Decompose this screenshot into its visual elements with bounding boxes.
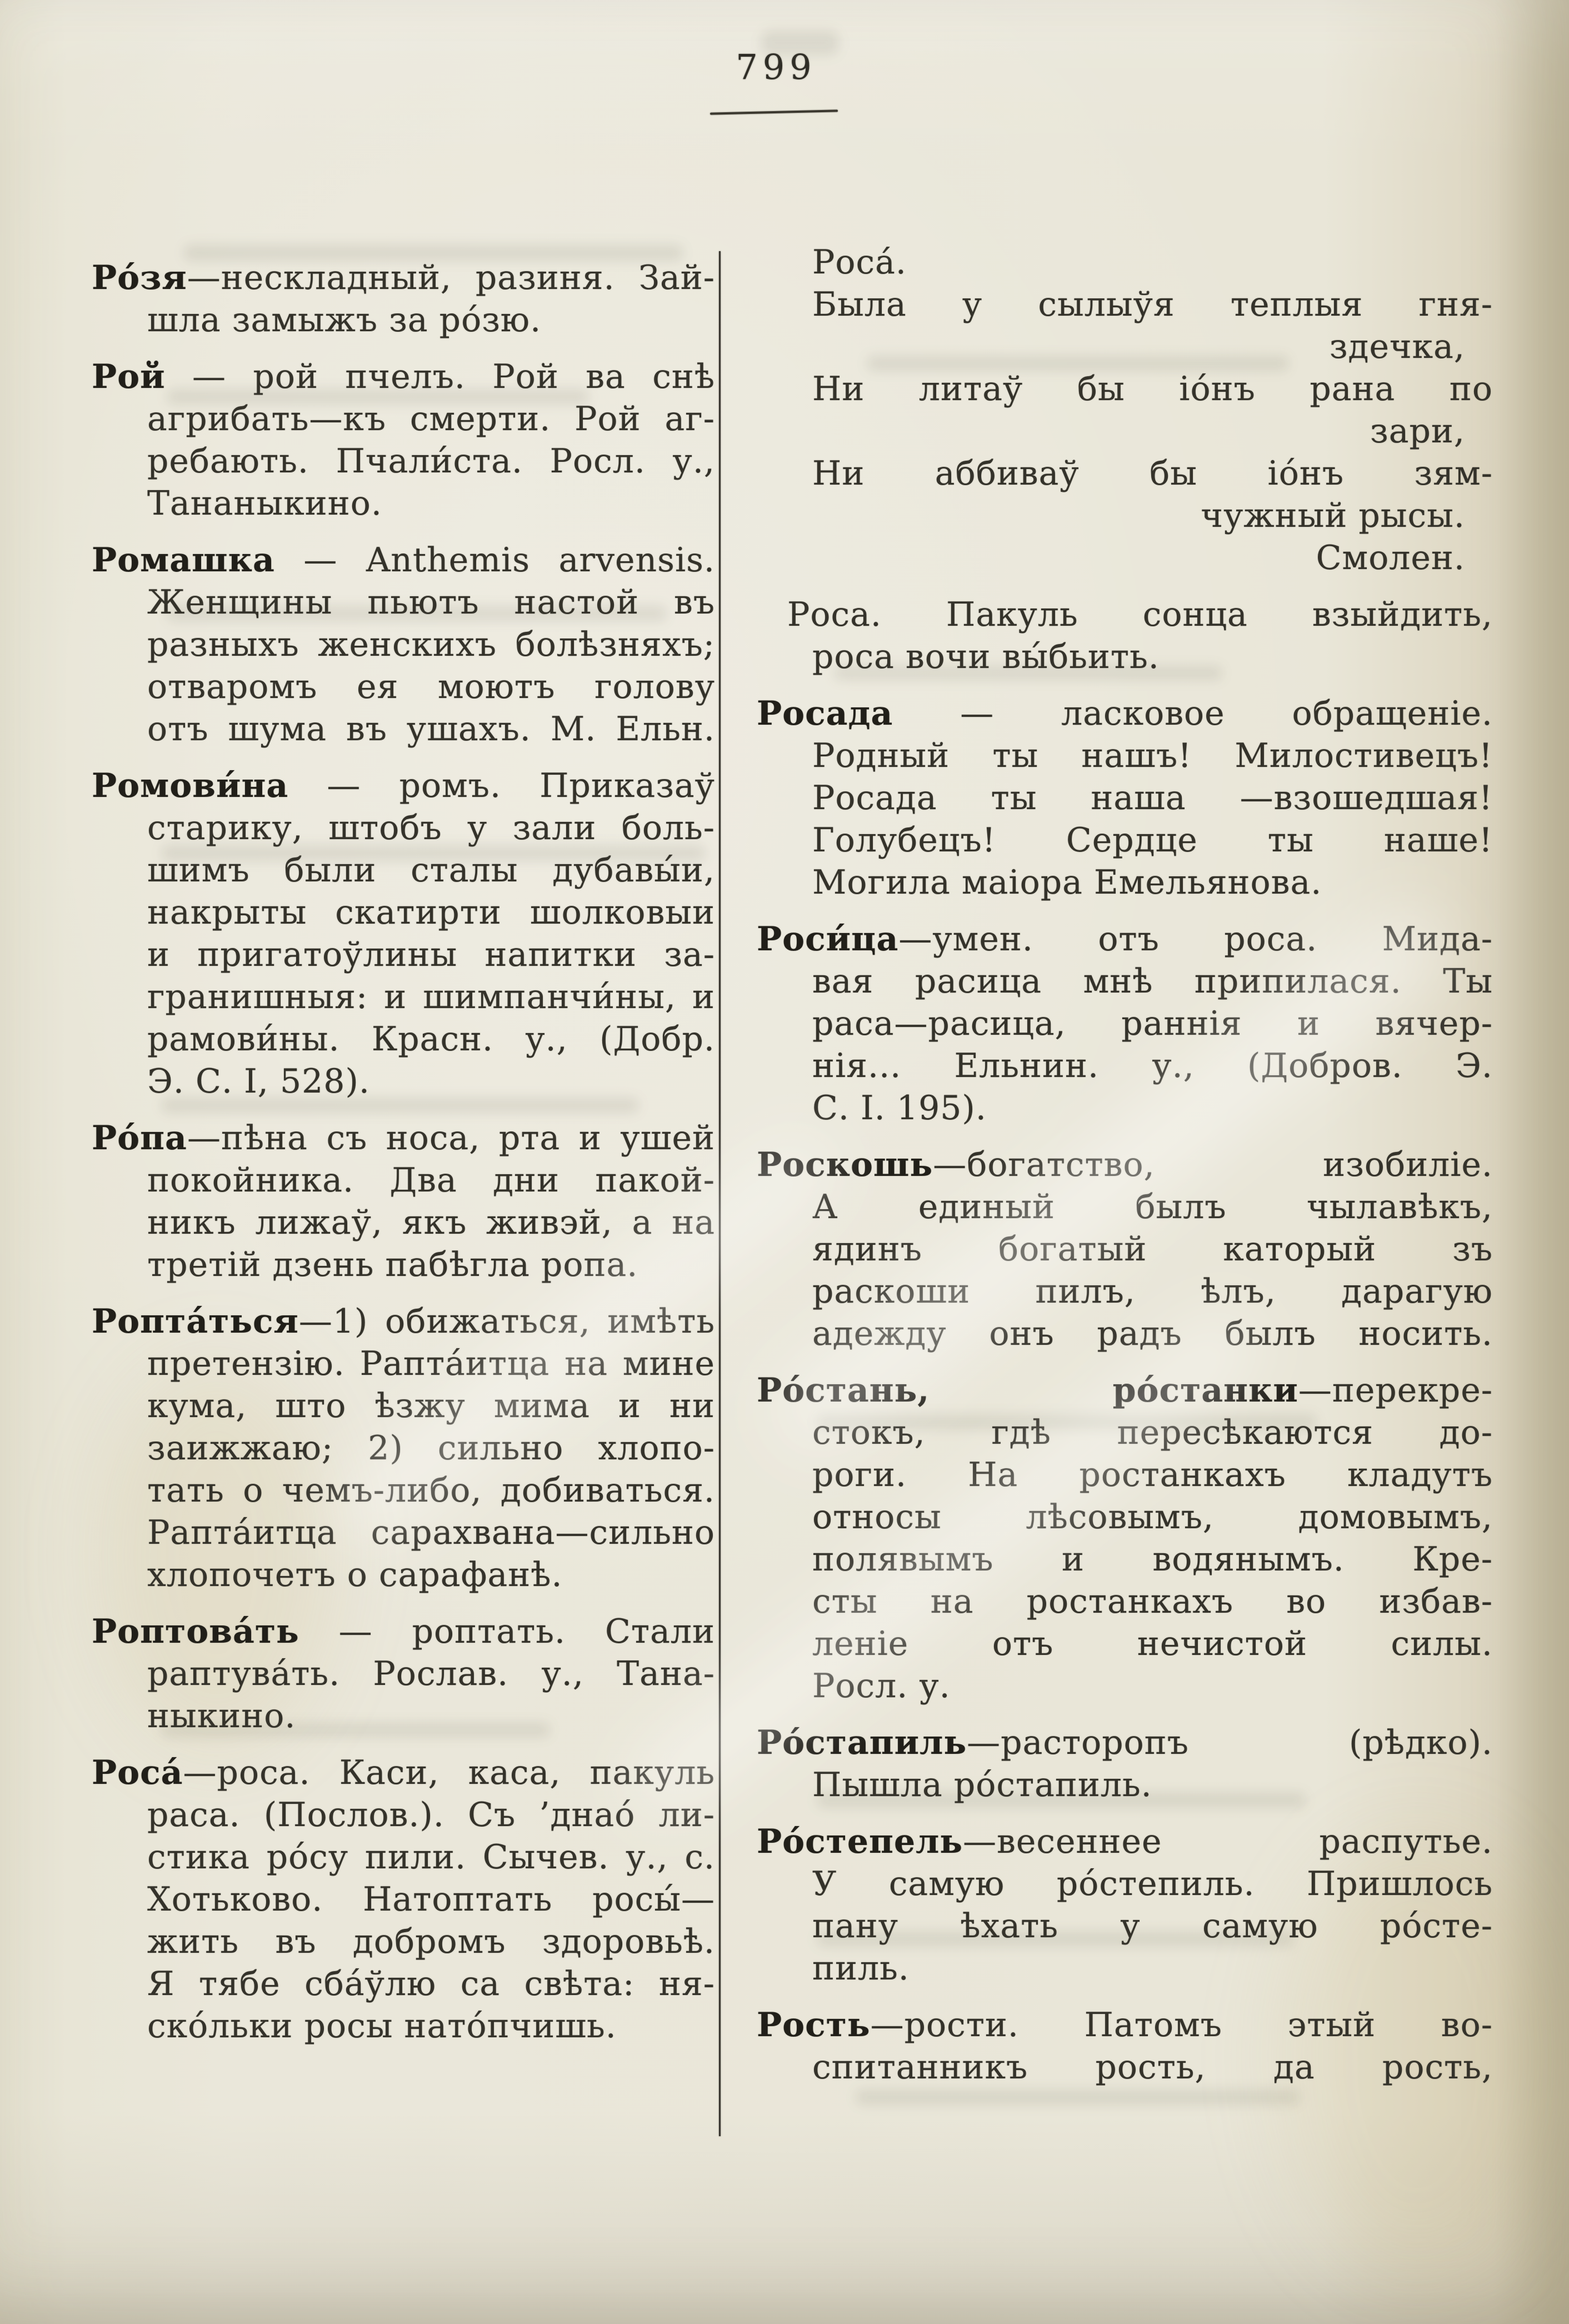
entry-line: Роскошь—богатство, изобиліе. [757,1145,1493,1184]
headword: Рость [757,2006,871,2044]
entry-line: Родный ты нашъ! Милостивецъ! [812,736,1493,775]
entry-line: отъ шума въ ушахъ. М. Ельн. [147,710,715,749]
entry-line: здечка, [1329,327,1465,366]
entry-line: относы лѣсовымъ, домовымъ, [812,1498,1493,1537]
entry-line: раптува́ть. Рослав. у., Тана- [147,1654,715,1693]
entry-line: сты на ростанкахъ во избав- [812,1582,1493,1621]
entry-line: Ни литаў бы іо́нъ рана по [812,370,1493,408]
headword: Ро́зя [92,258,187,297]
entry-line: Тананыкино. [147,484,382,523]
entry-line: Голубецъ! Сердце ты наше! [812,821,1493,860]
headword: Ромашка [92,541,275,580]
entry-line: Рой — рой пчелъ. Рой ва снѣ [92,357,715,396]
entry-line: Ро́стань, ро́станки—перекре- [757,1371,1493,1410]
entry-line: ско́льки росы нато́пчишь. [147,2007,617,2046]
dictionary-entry [757,241,1493,579]
dictionary-entry [757,2004,1493,2088]
entry-line: чужный рысы. [1201,496,1465,535]
entry-line: Роса́. [812,243,907,282]
entry-line: покойника. Два дни пакой- [147,1161,715,1200]
entry-line: Роптова́ть — роптать. Стали [92,1612,715,1651]
entry-line: Я тябе сба́ўлю са свѣта: ня- [147,1964,715,2003]
page-number: 799 [736,47,817,87]
entry-line: ребають. Пчали́ста. Росл. у., [147,442,715,481]
dictionary-entry [757,1144,1493,1355]
entry-line: Ропта́ться—1) обижаться, имѣть [92,1302,715,1341]
entry-line: роса вочи вы́бьить. [812,637,1160,676]
entry-line: агрибать—къ смерти. Рой аг- [147,400,715,438]
dictionary-entry [92,356,715,525]
headword: Ро́стань, ро́станки [757,1371,1298,1410]
entry-line: Роса́—роса. Каси, каса, пакуль [92,1753,715,1792]
entry-line: ныкино. [147,1697,296,1735]
entry-line: стокъ, гдѣ пересѣкаются до- [812,1413,1493,1452]
entry-line: вая расица мнѣ припилася. Ты [812,962,1493,1001]
dictionary-entry [757,692,1493,904]
headword: Роса́ [92,1753,183,1792]
entry-line: раса. (Послов.). Съ ’днао́ ли- [147,1796,715,1834]
entry-line: Ро́стапиль—расторопъ (рѣдко). [757,1723,1493,1762]
dictionary-entry [92,539,715,750]
entry-line: Пышла ро́стапиль. [812,1766,1152,1804]
page-number-rule [710,109,838,114]
dictionary-entry [92,1117,715,1286]
entry-line: Женщины пьютъ настой въ [147,583,715,622]
entry-line: А единый былъ чылавѣкъ, [812,1188,1493,1226]
entry-line: полявымъ и водянымъ. Кре- [812,1540,1493,1579]
entry-line: Рапта́итца сарахвана—сильно [147,1513,715,1552]
entry-line: Была у сылыўя теплыя гня- [812,285,1493,324]
entry-line: Ро́зя—нескладный, разиня. Зай- [92,258,715,297]
entry-line: Росада ты наша —взошедшая! [812,779,1493,817]
entry-line: Роса. Пакуль сонца взыйдить, [787,595,1493,634]
entry-line: Ро́степель—весеннее распутье. [757,1822,1493,1861]
entry-line: Росада — ласковое обращеніе. [757,694,1493,733]
entry-line: хлопочетъ о сарафанѣ. [147,1555,563,1594]
entry-line: Хотьково. Натоптать росы́— [147,1880,715,1919]
entry-line: тать о чемъ-либо, добиваться. [147,1471,715,1510]
entry-line: Смолен. [1316,538,1465,577]
entry-line: Рость—рости. Патомъ этый во- [757,2006,1493,2044]
entry-line: кума, што ѣзжу мима и ни [147,1387,715,1425]
dictionary-entry [757,1722,1493,1806]
headword: Ропта́ться [92,1302,299,1341]
entry-line: Ромови́на — ромъ. Приказаў [92,766,715,805]
entry-line: старику, штобъ у зали боль- [147,809,715,847]
entry-line: шла замыжъ за ро́зю. [147,301,542,340]
entry-line: У самую ро́степиль. Пришлось [812,1864,1493,1903]
dictionary-entry [757,594,1493,678]
entry-line: нія... Ельнин. у., (Добров. Э. [812,1046,1493,1085]
dictionary-entry [757,1369,1493,1707]
entry-line: гранишныя: и шимпанчи́ны, и [147,978,715,1016]
dictionary-entry [757,1821,1493,1989]
entry-line: раскоши пилъ, ѣлъ, дарагую [812,1272,1493,1311]
entry-line: отваромъ ея моютъ голову [147,667,715,706]
dictionary-entry [92,257,715,341]
entry-line: С. I. 195). [812,1089,987,1128]
headword: Роскошь [757,1145,933,1184]
dictionary-entry [92,1610,715,1737]
headword: Рой [92,357,166,396]
dictionary-entry [92,765,715,1103]
headword: Ромови́на [92,766,289,805]
entry-line: никъ лижаў, якъ живэй, а на [147,1203,715,1242]
entry-line: Ни аббиваў бы іо́нъ зям- [812,454,1493,493]
entry-line: Росл. у. [812,1667,951,1705]
entry-line: Могила маіора Емельянова. [812,863,1322,902]
entry-line: третій дзень пабѣгла ропа. [147,1245,638,1284]
entry-line: Роси́ца—умен. отъ роса. Мида- [757,920,1493,959]
entry-line: стика ро́су пили. Сычев. у., с. [147,1838,715,1877]
dictionary-entry [92,1752,715,2047]
headword: Ро́па [92,1119,187,1158]
entry-line: Ромашка — Anthemis arvensis. [92,541,715,580]
headword: Роптова́ть [92,1612,299,1651]
entry-line: зари, [1370,412,1465,451]
entry-line: роги. На ростанкахъ кладутъ [812,1455,1493,1494]
headword: Ро́степель [757,1822,963,1861]
entry-line: шимъ были сталы дубавы́и, [147,851,715,890]
right-column [757,241,1493,2103]
dictionary-entry [92,1300,715,1596]
left-column [92,257,715,2062]
entry-line: рамови́ны. Красн. у., (Добр. [147,1020,715,1059]
headword: Ро́стапиль [757,1723,967,1762]
entry-line: спитанникъ рость, да рость, [812,2048,1493,2087]
entry-line: заижжаю; 2) сильно хлопо- [147,1429,715,1468]
entry-line: Э. С. I, 528). [147,1062,370,1101]
headword: Роси́ца [757,920,899,959]
entry-line: леніе отъ нечистой силы. [812,1624,1493,1663]
dictionary-entry [757,918,1493,1129]
entry-line: разныхъ женскихъ болѣзняхъ; [147,625,715,664]
entry-line: адежду онъ радъ былъ носить. [812,1314,1493,1353]
entry-line: жить въ добромъ здоровьѣ. [147,1922,715,1961]
entry-line: Ро́па—пѣна съ носа, рта и ушей [92,1119,715,1158]
headword: Росада [757,694,893,733]
entry-line: раса—расица, раннія и вячер- [812,1004,1493,1043]
entry-line: претензію. Рапта́итца на мине [147,1344,715,1383]
entry-line: накрыты скатирти шолковыи [147,893,715,932]
entry-line: пану ѣхать у самую ро́сте- [812,1907,1493,1946]
entry-line: пиль. [812,1949,910,1988]
entry-line: и пригатоўлины напитки за- [147,935,715,974]
column-divider [719,251,721,2136]
entry-line: ядинъ богатый каторый зъ [812,1230,1493,1269]
